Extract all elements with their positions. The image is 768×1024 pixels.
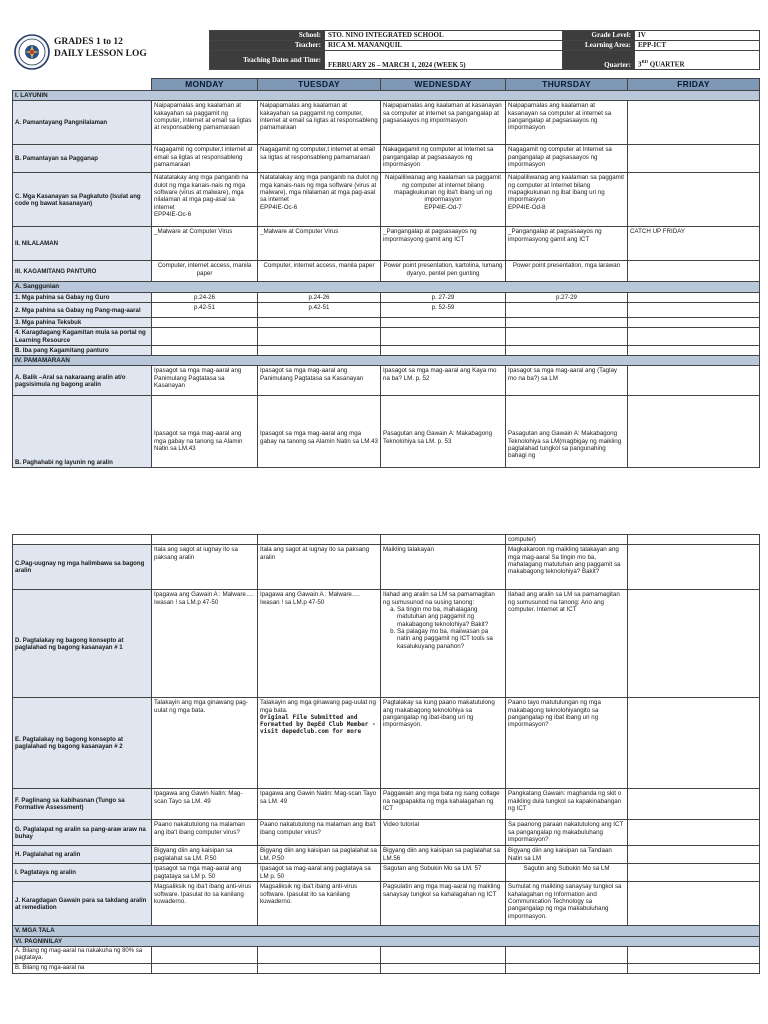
cell-thursday: Naipapamalas ang kaalaman at kasanayan sa computer at internet sa pangangalap at pagsasaayos ng impormasyon <box>506 101 628 145</box>
row-label: B. Bilang ng mga-aaral na <box>13 964 152 974</box>
cell-thursday <box>506 303 628 318</box>
cell-friday <box>628 261 760 282</box>
row-label: 1. Mga pahina sa Gabay ng Guro <box>13 292 152 302</box>
cell-tuesday: Ipagawa ang Gawin Natin: Mag-scan Tayo sa LM. 49 <box>258 789 381 820</box>
cell-thursday: p.27-29 <box>506 292 628 302</box>
row-teksbuk <box>13 318 760 328</box>
cell-text: Naipaliliwanag ang kaalaman sa paggamit ng computer at internet bilang mapagkukunan ng iba't ibang uri ng impormasyon <box>385 174 501 204</box>
cell-thursday <box>506 328 628 345</box>
competency-code: EPP4IE-Od-8 <box>508 203 546 211</box>
cell-friday <box>628 303 760 318</box>
cell-thursday <box>506 318 628 328</box>
row-bilang-80-porsyento <box>13 947 760 964</box>
area-label: Learning Area: <box>563 41 635 51</box>
cell-friday <box>628 947 760 964</box>
dll-table-2 <box>12 534 760 974</box>
cell-tuesday <box>258 173 381 227</box>
cell-tuesday: _Malware at Computer Virus <box>258 227 381 261</box>
day-wednesday: WEDNESDAY <box>381 79 506 91</box>
row-kagamitang-panturo <box>13 261 760 282</box>
cell-wednesday <box>381 947 506 964</box>
day-tuesday: TUESDAY <box>258 79 381 91</box>
cell-tuesday: Paano nakatutulong na malaman ang iba't ibang computer virus? <box>258 820 381 846</box>
row-pamantayang-pangnilalaman <box>13 101 760 145</box>
cell-tuesday: Naipapamalas ang kaalaman at kakayahan sa paggamit ng computer, internet at email sa ligtas at responsableng pamamaraan <box>258 101 381 145</box>
section-layunin: I. LAYUNIN <box>13 91 760 101</box>
day-friday: FRIDAY <box>628 79 760 91</box>
cell-tuesday: Magsaliksik ng iba't ibang anti-virus software. Ipasulat ito sa kanilang kuwaderno. <box>258 882 381 926</box>
cell-wednesday <box>381 590 506 698</box>
cell-thursday: Bigyang diin ang kaisipan sa Tandaan Natin sa LM <box>506 846 628 864</box>
cell-wednesday: Naipapamalas ang kaalaman at kasanayan sa computer at internet sa pangangalap at pagsasaayos ng impormasyon <box>381 101 506 145</box>
cell-wednesday <box>381 535 506 545</box>
quarter-number: 3 <box>638 60 642 69</box>
row-paglalahat <box>13 846 760 864</box>
row-pagtalakay-2 <box>13 698 760 789</box>
cell-monday: p.42-51 <box>152 303 258 318</box>
section-pagninilay: VI. PAGNINILAY <box>13 936 760 946</box>
cell-friday <box>628 545 760 590</box>
cell-monday: p.24-26 <box>152 292 258 302</box>
cell-thursday: Paano tayo matutulungan ng mga makabagong teknolohiyangito sa pangangalap ng ibat ibang uri ng impormasyon? <box>506 698 628 789</box>
section-pamamaraan: IV. PAMAMARAAN <box>13 355 760 365</box>
lesson-log-page-2 <box>12 534 759 974</box>
school-label: School: <box>210 31 325 41</box>
cell-wednesday <box>381 328 506 345</box>
section-sanggunian: A. Sanggunian <box>13 282 760 292</box>
cell-tuesday <box>258 698 381 789</box>
cell-monday: Ipasagot sa mga mag-aaral ang Panimulang Pagtatasa sa Kasanayan <box>152 366 258 396</box>
cell-wednesday: Maikling talakayan <box>381 545 506 590</box>
cell-monday <box>152 964 258 974</box>
day-thursday: THURSDAY <box>506 79 628 91</box>
cell-tuesday: Ipagawa ang Gawain A : Malware…. Iwasan ! sa LM.p 47-50 <box>258 590 381 698</box>
cell-wednesday: Video tutorial <box>381 820 506 846</box>
teacher-label: Teacher: <box>210 41 325 51</box>
row-label: J. Karagdagan Gawain para sa takdang aralin at remediation <box>13 882 152 926</box>
row-label: C. Mga Kasanayan sa Pagkatuto (Isulat ang code ng bawat kasanayan) <box>13 173 152 227</box>
row-portal <box>13 328 760 345</box>
cell-monday: Ipasagot sa mga mag-aaral ang pagtataya sa LM p. 50 <box>152 864 258 882</box>
cell-monday: Ipasagot sa mga mag-aaral ang mga gabay na tanong sa Alamin Natin sa LM.43 <box>152 396 258 468</box>
competency-code: EPP4IE-Oc-6 <box>260 203 298 211</box>
cell-friday <box>628 820 760 846</box>
cell-friday <box>628 292 760 302</box>
log-header <box>12 30 759 71</box>
row-kasanayan-sa-pagkatuto <box>13 173 760 227</box>
row-label: 3. Mga pahina Teksbuk <box>13 318 152 328</box>
dll-table-1 <box>12 78 760 468</box>
teacher-value: RICA M. MANANQUIL <box>325 41 563 51</box>
dates-value: FEBRUARY 26 – MARCH 1, 2024 (WEEK 5) <box>325 51 563 70</box>
log-title-line1: GRADES 1 to 12 <box>54 37 123 47</box>
row-pag-uugnay <box>13 545 760 590</box>
cell-thursday <box>506 345 628 355</box>
cell-tuesday <box>258 535 381 545</box>
row-iba-pang-kagamitan <box>13 345 760 355</box>
question-b: b. Sa palagay mo ba, maiiwasan pa natin ang paggamit ng ICT tools sa kasalukuyang panahon? <box>397 628 503 650</box>
row-label: F. Paglinang sa kabihasnan (Tungo sa Formative Assessment) <box>13 789 152 820</box>
cell-thursday: Sa paanong paraan nakatutulong ang ICT sa pangangalap ng makabuluhang impormasyon? <box>506 820 628 846</box>
row-label: A. Pamantayang Pangnilalaman <box>13 101 152 145</box>
question-list <box>397 606 503 650</box>
cell-monday: Naipapamalas ang kaalaman at kakayahan sa paggamit ng computer, internet at email sa ligtas at responsableng pamamaraan <box>152 101 258 145</box>
row-paglinang <box>13 789 760 820</box>
quarter-label: Quarter: <box>563 51 635 70</box>
row-label: I. Pagtataya ng aralin <box>13 864 152 882</box>
row-label: B. Paghahabi ng layunin ng aralin <box>13 396 152 468</box>
quarter-word: QUARTER <box>648 60 685 69</box>
dates-label: Teaching Dates and Time: <box>210 51 325 70</box>
row-label: B. Pamantayan sa Pagganap <box>13 145 152 173</box>
cell-friday <box>628 590 760 698</box>
row-gabay-ng-guro <box>13 292 760 302</box>
cell-friday <box>628 864 760 882</box>
cell-friday <box>628 789 760 820</box>
row-nilalaman <box>13 227 760 261</box>
cell-text: Natatalakay ang mga panganib na dulot ng mga kanais-nais ng mga software (virus at malware), mga nilalaman at mga pag-asal sa internet <box>154 174 249 211</box>
row-label: A. Bilang ng mag-aaral na nakakuha ng 80% sa pagtataya. <box>13 947 152 964</box>
row-balik-aral <box>13 366 760 396</box>
cell-thursday: Magkakaroon ng maikling talakayan ang mga mag-aaral Sa tingin mo ba, mahalagang matutuhan ang paggamit sa makabagong teknolohiya? Bakit? <box>506 545 628 590</box>
school-value: STO. NINO INTEGRATED SCHOOL <box>325 31 563 41</box>
day-header-blank <box>13 79 152 91</box>
cell-friday <box>628 396 760 468</box>
cell-tuesday: Nagagamit ng computer,t internet at email sa ligtas at responsableng pamamaraan <box>258 145 381 173</box>
cell-friday <box>628 882 760 926</box>
cell-friday <box>628 101 760 145</box>
cell-text: Natatalakay ang mga panganib na dulot ng mga kanais-nais ng mga software (virus at malware), mga nilalaman at mga pag-asal sa internet <box>260 174 378 204</box>
cell-monday <box>152 318 258 328</box>
cell-thursday: Sagutin ang Subukin Mo sa LM <box>506 864 628 882</box>
row-label: B. Iba pang Kagamitang panturo <box>13 345 152 355</box>
row-pagtalakay-1 <box>13 590 760 698</box>
cell-monday: Itala ang sagot at iugnay ito sa paksang aralin <box>152 545 258 590</box>
cell-wednesday: Sagutan ang Subukin Mo sa LM. 57 <box>381 864 506 882</box>
cell-tuesday <box>258 964 381 974</box>
cell-monday: Computer, internet access, manila paper <box>152 261 258 282</box>
row-paghahabi <box>13 396 760 468</box>
cell-thursday: Nagagamit ng computer at Internet sa pangangalap at pagsasaayos ng impormasyon <box>506 145 628 173</box>
cell-friday <box>628 846 760 864</box>
cell-monday: Ipagawa ang Gawin Natin: Mag-scan Tayo sa LM. 49 <box>152 789 258 820</box>
grade-label: Grade Level: <box>563 31 635 41</box>
cell-monday: Talakayin ang mga ginawang pag-uulat ng mga bata. <box>152 698 258 789</box>
cell-monday: Ipagawa ang Gawain A : Malware…. Iwasan ! sa LM.p 47-50 <box>152 590 258 698</box>
cell-thursday: Sumulat ng maikling sanaysay tungkol sa kahalagahan ng Information and Communication Technology sa pangangalap ng mga makabuluhang impormasyon. <box>506 882 628 926</box>
cell-monday: Bigyang diin ang kaisipan sa paglalahat sa LM. P.50 <box>152 846 258 864</box>
cell-friday <box>628 964 760 974</box>
cell-wednesday: Pasagutan ang Gawain A: Makabagong Teknolohiya sa LM. p. 53 <box>381 396 506 468</box>
cell-thursday: Pasagutan ang Gawain A: Makabagong Teknolohiya sa LM(magbigay ng maikling paglalahad tungkol sa pangunahing bahagi ng <box>506 396 628 468</box>
cell-thursday: Ilahad ang aralin sa LM sa pamamagitan ng sumusunod na tanong: Ano ang computer. Internet at ICT <box>506 590 628 698</box>
quarter-suffix: RD <box>641 59 648 65</box>
cell-wednesday: Paggawain ang mga bata ng isang collage na nagpapakita ng mga kahalagahan ng ICT <box>381 789 506 820</box>
lesson-log-page-1 <box>12 30 759 468</box>
cell-tuesday: p.24-26 <box>258 292 381 302</box>
cell-monday: Magsaliksik ng iba't ibang anti-virus software. Ipasulat ito sa kanilang kuwaderno. <box>152 882 258 926</box>
deped-seal-icon <box>14 34 50 70</box>
row-label: C.Pag-uugnay ng mga halimbawa sa bagong aralin <box>13 545 152 590</box>
row-label: A. Balik –Aral sa nakaraang aralin at/o pagsisimula ng bagong aralin <box>13 366 152 396</box>
cell-tuesday <box>258 947 381 964</box>
cell-thursday: Pangkatang Gawain: maghanda ng skit o maikling dula tungkol sa kapakinabangan ng ICT <box>506 789 628 820</box>
cell-monday <box>152 535 258 545</box>
cell-monday: _Malware at Computer Virus <box>152 227 258 261</box>
cell-wednesday: Bigyang diin ang kaisipan sa paglalahat sa LM.56 <box>381 846 506 864</box>
cell-tuesday <box>258 328 381 345</box>
cell-text: Ilahad ang aralin sa LM sa pamamagitan ng sumusunod na susing tanong: <box>383 591 495 606</box>
cell-thursday <box>506 947 628 964</box>
cell-tuesday: p.42-51 <box>258 303 381 318</box>
cell-friday <box>628 173 760 227</box>
cell-thursday: Power point presentation, mga larawan <box>506 261 628 282</box>
cell-tuesday <box>258 345 381 355</box>
cell-wednesday <box>381 964 506 974</box>
cell-friday: CATCH UP FRIDAY <box>628 227 760 261</box>
quarter-value <box>635 51 760 70</box>
cell-tuesday: Computer, internet access, manila paper <box>258 261 381 282</box>
row-label: II. NILALAMAN <box>13 227 152 261</box>
grade-value: IV <box>635 31 760 41</box>
cell-friday <box>628 535 760 545</box>
area-value: EPP-ICT <box>635 41 760 51</box>
cell-friday <box>628 328 760 345</box>
cell-wednesday <box>381 318 506 328</box>
cell-tuesday <box>258 318 381 328</box>
cell-wednesday: Pagsulatin ang mga mag-aaral ng maikling sanaysay tungkol sa kahalagahan ng ICT <box>381 882 506 926</box>
cell-thursday <box>506 964 628 974</box>
row-label: H. Paglalahat ng aralin <box>13 846 152 864</box>
cell-tuesday: Itala ang sagot at iugnay ito sa paksang aralin <box>258 545 381 590</box>
cell-monday <box>152 328 258 345</box>
cell-thursday: Ipasagot sa mga mag-aaral ang (Taglay mo na ba?) sa LM <box>506 366 628 396</box>
question-a: a. Sa tingin mo ba, mahalagang matutuhan ang paggamit ng makabagong teknolohiya? Bakit? <box>397 606 503 628</box>
cell-monday: Paano nakatutulong na malaman ang iba't ibang computer virus? <box>152 820 258 846</box>
row-label: G. Paglalapat ng aralin sa pang-araw araw na buhay <box>13 820 152 846</box>
depedclub-note: Original File Submitted and Formatted by DepEd Club Member - visit depedclub.com for more <box>260 713 376 736</box>
cell-wednesday: p. 52-59 <box>381 303 506 318</box>
cell-friday <box>628 318 760 328</box>
section-mga-tala: V. MGA TALA <box>13 926 760 936</box>
cell-friday <box>628 345 760 355</box>
row-label: D. Pagtalakay ng bagong konsepto at paglalahad ng bagong kasanayan # 1 <box>13 590 152 698</box>
cell-wednesday <box>381 345 506 355</box>
row-pamantayan-sa-pagganap <box>13 145 760 173</box>
cell-thursday <box>506 173 628 227</box>
log-title-line2: DAILY LESSON LOG <box>54 49 147 60</box>
cell-label <box>13 535 152 545</box>
row-label: 2. Mga pahina sa Gabay ng Pang-mag-aaral <box>13 303 152 318</box>
cell-text: Naipaliliwanag ang kaalaman sa paggamit ng computer at Internet bilang mapagkukunan ng ibat ibang uri ng impormasyon <box>508 174 624 204</box>
cell-wednesday: Ipasagot sa mga mag-aaral ang Kaya mo na ba? LM. p. 52 <box>381 366 506 396</box>
competency-code: EPP4IE-Od-7 <box>424 203 462 211</box>
cell-thursday: _Pangangalap at pagsasaayos ng impormasyong gamit ang ICT <box>506 227 628 261</box>
day-header-row <box>13 79 760 91</box>
cell-tuesday: Bigyang diin ang kaisipan sa paglalahat sa LM. P.50 <box>258 846 381 864</box>
cell-wednesday: Nakagagamit ng computer at Internet sa pangangalap at pagsasaayos ng impormasyon <box>381 145 506 173</box>
cell-monday <box>152 947 258 964</box>
cell-wednesday: Pagtalakay sa kung paano makatutulong ang makabagong teknolohiya sa pangangalap ng ibat-ibang uri ng impormasyon. <box>381 698 506 789</box>
day-monday: MONDAY <box>152 79 258 91</box>
cell-monday <box>152 173 258 227</box>
cell-wednesday: _Pangangalap at pagsasaayos ng impormasyong gamit ang ICT <box>381 227 506 261</box>
cell-tuesday: Ipasagot sa mga mag-aaral ang mga gabay na tanong sa Alamin Natin sa LM.43 <box>258 396 381 468</box>
cell-tuesday: Ipasagot sa mag-aaral ang pagtataya sa LM p. 50 <box>258 864 381 882</box>
cell-friday <box>628 698 760 789</box>
cell-monday: Nagagamit ng computer,t internet at email sa ligtas at responsableng pamamaraan <box>152 145 258 173</box>
cell-tuesday: Ipasagot sa mga mag-aaral ang Panimulang Pagtatasa sa Kasanayan <box>258 366 381 396</box>
row-label: 4. Karagdagang Kagamitan mula sa portal ng Learning Resource <box>13 328 152 345</box>
row-label: III. KAGAMITANG PANTURO <box>13 261 152 282</box>
cell-thursday: computer) <box>506 535 628 545</box>
row-gabay-ng-mag-aaral <box>13 303 760 318</box>
row-pagtataya <box>13 864 760 882</box>
cell-monday <box>152 345 258 355</box>
school-info-table <box>209 30 760 70</box>
log-title <box>54 36 147 61</box>
row-continuation <box>13 535 760 545</box>
cell-friday <box>628 145 760 173</box>
row-bilang-mag-aaral <box>13 964 760 974</box>
cell-friday <box>628 366 760 396</box>
row-paglalapat <box>13 820 760 846</box>
competency-code: EPP4IE-Oc-6 <box>154 210 192 218</box>
cell-wednesday: Power point presentation, kartolina, lumang dyaryo, pentel pen gunting <box>381 261 506 282</box>
cell-wednesday <box>381 173 506 227</box>
row-label: E. Pagtalakay ng bagong konsepto at paglalahad ng bagong kasanayan # 2 <box>13 698 152 789</box>
cell-wednesday: p. 27-29 <box>381 292 506 302</box>
cell-text: Talakayin ang mga ginawang pag-uulat ng mga bata. <box>260 699 376 714</box>
row-karagdagang-gawain <box>13 882 760 926</box>
